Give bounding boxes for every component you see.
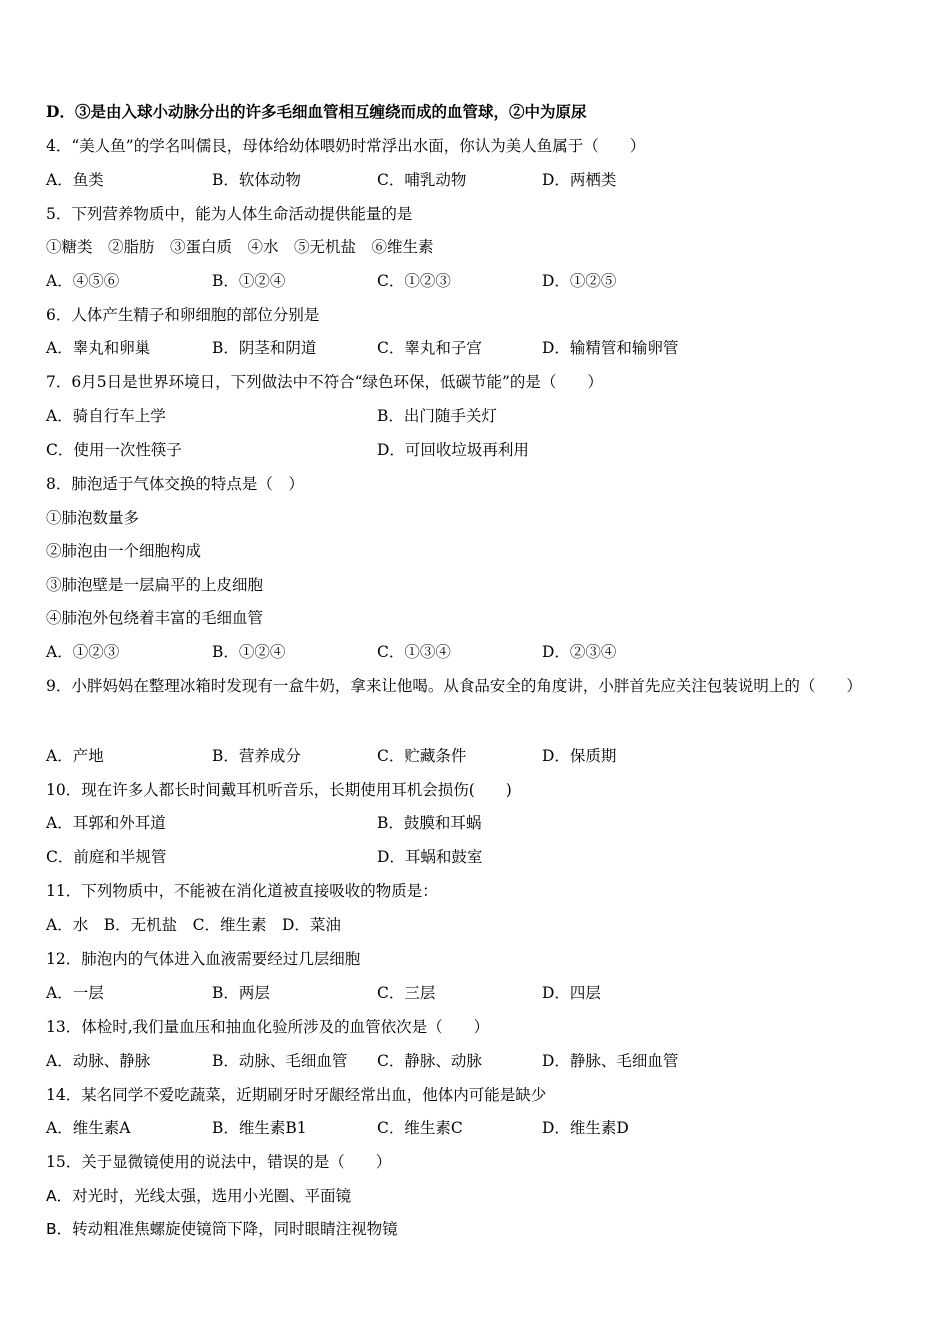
q5-option-a[interactable]: A．④⑤⑥ [46,272,120,290]
q11-stem: 11．下列物质中，不能被在消化道被直接吸收的物质是： [46,882,438,900]
q13-options [46,1051,906,1071]
q3-option-d: D．③是由入球小动脉分出的许多毛细血管相互缠绕而成的血管球，②中为原尿 [46,102,587,121]
q4-options [46,170,906,190]
q14-stem: 14．某名同学不爱吃蔬菜，近期刷牙时牙龈经常出血，他体内可能是缺少 [46,1086,547,1104]
q8-item-1: ①肺泡数量多 [46,509,140,527]
q4-option-c[interactable]: C．哺乳动物 [377,171,467,189]
q6-option-d[interactable]: D．输精管和输卵管 [542,339,679,357]
q10-option-b[interactable]: B．鼓膜和耳蜗 [377,814,482,832]
q8-option-a[interactable]: A．①②③ [46,643,120,661]
q7-option-c[interactable]: C．使用一次性筷子 [46,441,182,459]
q14-option-d[interactable]: D．维生素D [542,1119,629,1137]
q8-item-4: ④肺泡外包绕着丰富的毛细血管 [46,609,264,627]
q7-option-b[interactable]: B．出门随手关灯 [377,407,497,425]
q9-option-c[interactable]: C．贮藏条件 [377,747,467,765]
q8-stem: 8．肺泡适于气体交换的特点是（ ） [46,475,304,493]
q13-stem: 13．体检时,我们量血压和抽血化验所涉及的血管依次是（ ） [46,1018,490,1036]
q8-options [46,642,906,662]
q13-option-d[interactable]: D．静脉、毛细血管 [542,1052,679,1070]
q5-stem: 5．下列营养物质中，能为人体生命活动提供能量的是 [46,205,413,223]
q12-options [46,983,906,1003]
q10-options-row1 [46,813,906,833]
q7-stem: 7．6月5日是世界环境日，下列做法中不符合“绿色环保，低碳节能”的是（ ） [46,373,603,391]
q7-option-a[interactable]: A．骑自行车上学 [46,407,166,425]
q4-option-d[interactable]: D．两栖类 [542,171,617,189]
q10-option-a[interactable]: A．耳郭和外耳道 [46,814,166,832]
q13-option-a[interactable]: A．动脉、静脉 [46,1052,151,1070]
q4-stem: 4．“美人鱼”的学名叫儒艮，母体给幼体喂奶时常浮出水面，你认为美人鱼属于（ ） [46,137,646,155]
q13-option-b[interactable]: B．动脉、毛细血管 [212,1052,348,1070]
q10-options-row2 [46,847,906,867]
q5-option-c[interactable]: C．①②③ [377,272,451,290]
q11-options: A．水 B．无机盐 C．维生素 D．菜油 [46,916,341,934]
q7-options-row2 [46,440,906,460]
q12-option-b[interactable]: B．两层 [212,984,270,1002]
q8-option-d[interactable]: D．②③④ [542,643,617,661]
q7-options-row1 [46,406,906,426]
q8-item-2: ②肺泡由一个细胞构成 [46,542,202,560]
q10-option-c[interactable]: C．前庭和半规管 [46,848,167,866]
q12-option-d[interactable]: D．四层 [542,984,601,1002]
q5-options [46,271,906,291]
q6-options [46,338,906,358]
q15-stem: 15．关于显微镜使用的说法中，错误的是（ ） [46,1153,392,1171]
q8-option-b[interactable]: B．①②④ [212,643,286,661]
q14-options [46,1118,906,1138]
q10-stem: 10．现在许多人都长时间戴耳机听音乐，长期使用耳机会损伤( ) [46,781,512,799]
q13-option-c[interactable]: C．静脉、动脉 [377,1052,482,1070]
q5-option-b[interactable]: B．①②④ [212,272,286,290]
q5-items: ①糖类 ②脂肪 ③蛋白质 ④水 ⑤无机盐 ⑥维生素 [46,238,434,256]
q6-option-c[interactable]: C．睾丸和子宫 [377,339,482,357]
q9-option-b[interactable]: B．营养成分 [212,747,301,765]
q12-option-c[interactable]: C．三层 [377,984,436,1002]
q14-option-b[interactable]: B．维生素B1 [212,1119,307,1137]
q6-option-a[interactable]: A．睾丸和卵巢 [46,339,151,357]
q10-option-d[interactable]: D．耳蜗和鼓室 [377,848,483,866]
q4-option-a[interactable]: A．鱼类 [46,171,104,189]
q15-option-a[interactable]: A．对光时，光线太强，选用小光圈、平面镜 [46,1187,352,1205]
q9-options [46,746,906,766]
q6-stem: 6．人体产生精子和卵细胞的部位分别是 [46,306,320,324]
q5-option-d[interactable]: D．①②⑤ [542,272,617,290]
q9-option-a[interactable]: A．产地 [46,747,104,765]
q6-option-b[interactable]: B．阴茎和阴道 [212,339,317,357]
q14-option-c[interactable]: C．维生素C [377,1119,463,1137]
q15-option-b[interactable]: B．转动粗准焦螺旋使镜筒下降，同时眼睛注视物镜 [46,1220,398,1238]
q9-option-d[interactable]: D．保质期 [542,747,617,765]
q8-item-3: ③肺泡壁是一层扁平的上皮细胞 [46,576,264,594]
q14-option-a[interactable]: A．维生素A [46,1119,131,1137]
q8-option-c[interactable]: C．①③④ [377,643,451,661]
q9-stem: 9．小胖妈妈在整理冰箱时发现有一盒牛奶，拿来让他喝。从食品安全的角度讲，小胖首先应关注包装说明上的（ ） [46,677,862,695]
q7-option-d[interactable]: D．可回收垃圾再利用 [377,441,529,459]
q12-stem: 12．肺泡内的气体进入血液需要经过几层细胞 [46,950,361,968]
q12-option-a[interactable]: A．一层 [46,984,104,1002]
q4-option-b[interactable]: B．软体动物 [212,171,301,189]
